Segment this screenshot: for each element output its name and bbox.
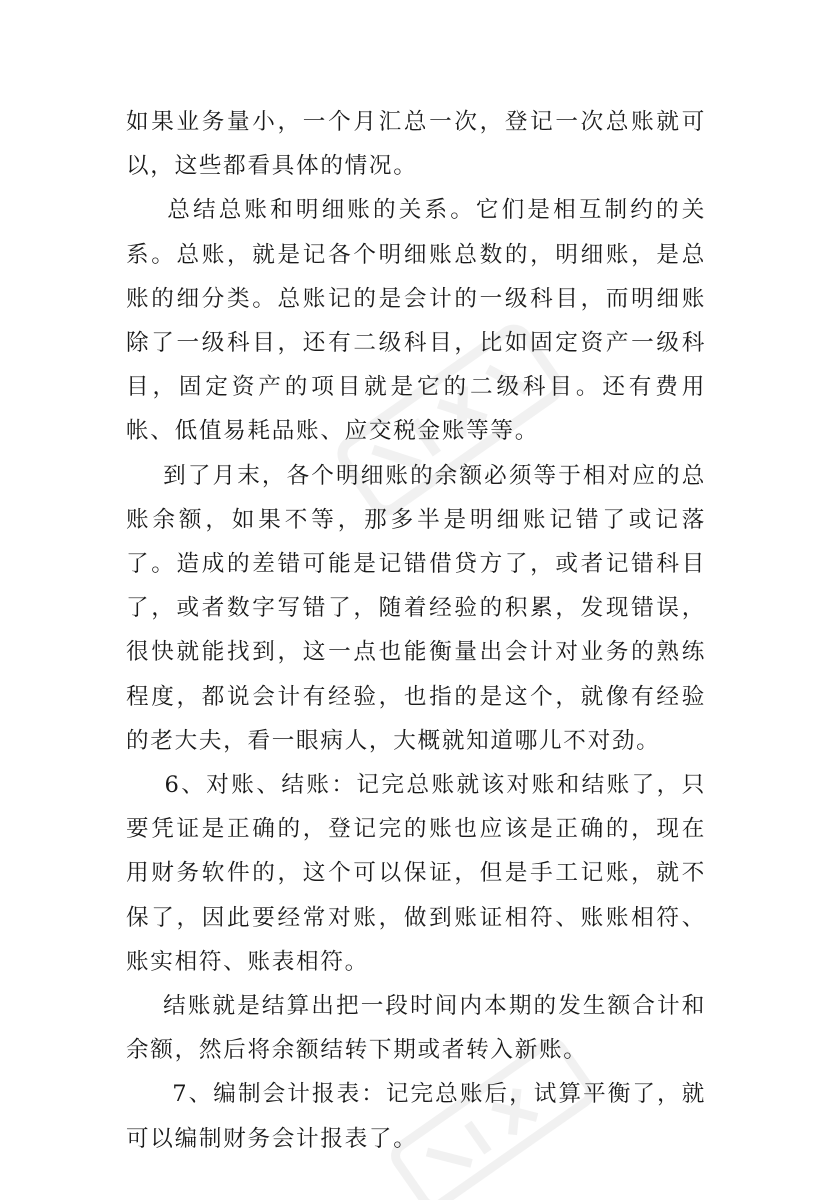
paragraph: 到了月末，各个明细账的余额必须等于相对应的总账余额，如果不等，那多半是明细账记错了或记落了。造成的差错可能是记错借贷方了，或者记错科目了，或者数字写错了，随着经验的积累，发现错误，很快就能找到，这一点也能衡量出会计对业务的熟练程度，都说会计有经验，也指的是这个，就像有经验的老大夫，看一眼病人，大概就知道哪儿不对劲。 [126,462,707,754]
paragraph: 6、对账、结账：记完总账就该对账和结账了，只要凭证是正确的，登记完的账也应该是正确的，现在用财务软件的，这个可以保证，但是手工记账，就不保了，因此要经常对账，做到账证相符、账账相符、账实相符、账表相符。 [126,772,707,975]
paragraph: 结账就是结算出把一段时间内本期的发生额合计和余额，然后将余额结转下期或者转入新账。 [126,993,707,1064]
paragraph: 7、编制会计报表：记完总账后，试算平衡了，就可以编制财务会计报表了。 [126,1081,706,1152]
paragraph: 如果业务量小，一个月汇总一次，登记一次总账就可以，这些都看具体的情况。 [126,109,706,180]
paragraph: 总结总账和明细账的关系。它们是相互制约的关系。总账，就是记各个明细账总数的，明细账，是总账的细分类。总账记的是会计的一级科目，而明细账除了一级科目，还有二级科目，比如固定资产一级科目，固定资产的项目就是它的二级科目。还有费用帐、低值易耗品账、应交税金账等等。 [126,197,706,445]
document-body [126,100,706,1161]
